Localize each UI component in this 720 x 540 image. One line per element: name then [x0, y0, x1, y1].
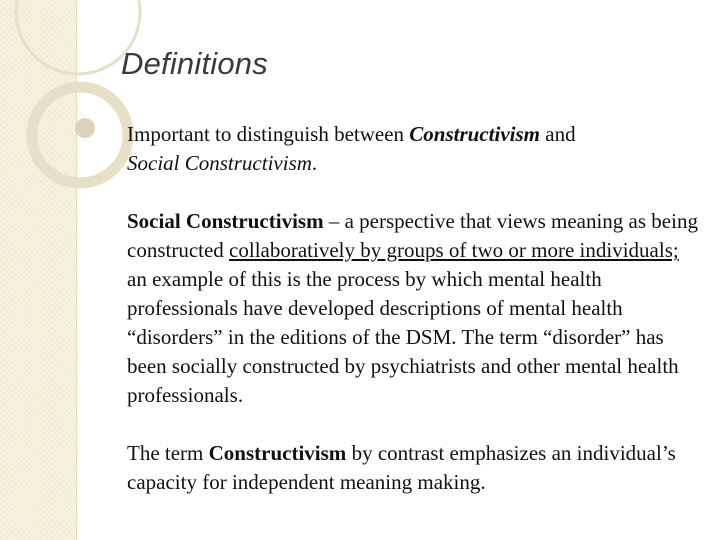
social-definition-text-1: – a perspective that views meaning as being constructed	[127, 209, 698, 262]
decorative-dot	[75, 118, 95, 138]
slide-title: Definitions	[121, 46, 268, 81]
constructivism-text-1: The term	[127, 441, 209, 465]
intro-text-1: Important to distinguish between	[127, 122, 410, 146]
intro-term-constructivism: Constructivism	[409, 122, 540, 146]
constructivism-text-2: by contrast emphasizes an individual’s capacity for independent meaning making.	[127, 441, 676, 494]
intro-text-2: and	[540, 122, 576, 146]
paragraph-constructivism	[127, 439, 702, 497]
term-constructivism: Constructivism	[208, 441, 347, 465]
intro-text-3: .	[311, 151, 318, 175]
decorative-side-strip	[0, 0, 77, 540]
intro-term-social-constructivism: Social Constructivism	[127, 151, 312, 175]
slide-body	[127, 120, 702, 497]
underlined-phrase: collaboratively by groups of two or more individuals;	[229, 238, 679, 262]
paragraph-intro	[127, 120, 702, 178]
term-social-constructivism: Social Constructivism	[127, 209, 324, 233]
paragraph-social-constructivism	[127, 207, 702, 410]
social-definition-text-2: an example of this is the process by which mental health professionals have developed descriptions of mental health “disorders” in the editions of the DSM. The term “disorder” has been socially constructed by psychiatrists and other mental health professionals.	[127, 267, 679, 407]
